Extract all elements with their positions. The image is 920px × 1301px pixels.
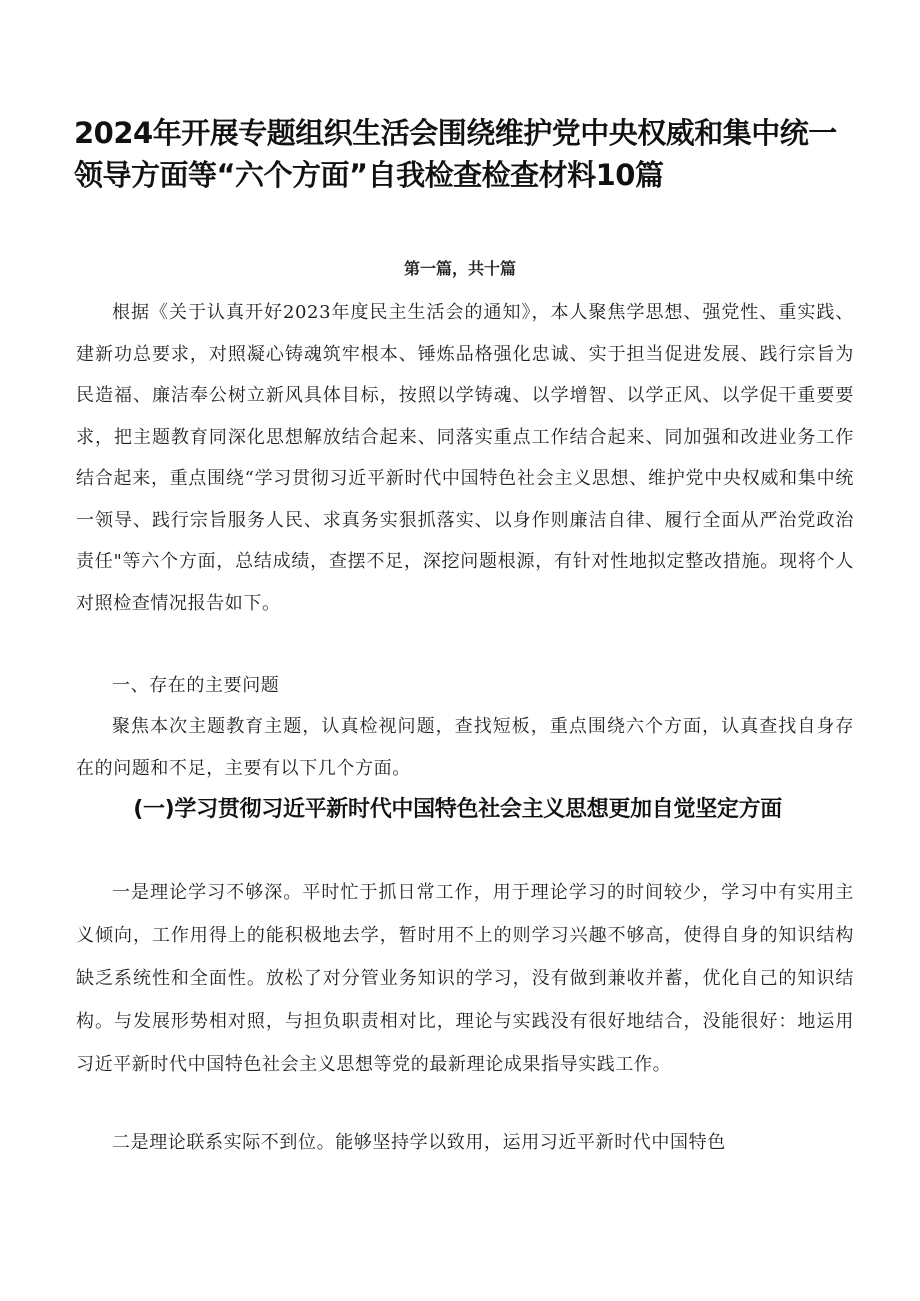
paragraph-theory-study: 一是理论学习不够深。平时忙于抓日常工作，用于理论学习的时间较少，学习中有实用主义倾向，工作用得上的能积极地去学，暂时用不上的则学习兴趣不够高，使得自身的知识结构缺乏系统性和全面性。放松了对分管业务知识的学习，没有做到兼收并蓄，优化自己的知识结构。与发展形势相对照，与担负职责相对比，理论与实践没有很好地结合，没能很好：地运用习近平新时代中国特色社会主义思想等党的最新理论成果指导实践工作。 <box>76 882 854 1075</box>
paragraph-focus: 聚焦本次主题教育主题，认真检视问题，查找短板，重点围绕六个方面，认真查找自身存在的问题和不足，主要有以下几个方面。 <box>76 716 854 779</box>
document-title: 2024年开展专题组织生活会围绕维护党中央权威和集中统一领导方面等“六个方面”自我检查检查材料10篇 <box>74 116 837 192</box>
heading-main-problems: 一、存在的主要问题 <box>112 675 280 696</box>
paragraph-theory-practice: 二是理论联系实际不到位。能够坚持学以致用，运用习近平新时代中国特色 <box>112 1132 726 1153</box>
heading-study-aspect: (一)学习贯彻习近平新时代中国特色社会主义思想更加自觉坚定方面 <box>133 797 782 822</box>
section-label: 第一篇，共十篇 <box>403 259 516 278</box>
intro-paragraph: 根据《关于认真开好2023年度民主生活会的通知》，本人聚焦学思想、强党性、重实践、建新功总要求，对照凝心铸魂筑牢根本、锤炼品格强化忠诚、实于担当促进发展、践行宗旨为民造福、廉洁奉公树立新风具体目标，按照以学铸魂、以学增智、以学正风、以学促干重要要求，把主题教育同深化思想解放结合起来、同落实重点工作结合起来、同加强和改进业务工作结合起来，重点围绕“学习贯彻习近平新时代中国特色社会主义思想、维护党中央权威和集中统一领导、践行宗旨服务人民、求真务实狠抓落实、以身作则廉洁自律、履行全面从严治党政治责任"等六个方面，总结成绩，查摆不足，深挖问题根源，有针对性地拟定整改措施。现将个人对照检查情况报告如下。 <box>76 302 854 614</box>
